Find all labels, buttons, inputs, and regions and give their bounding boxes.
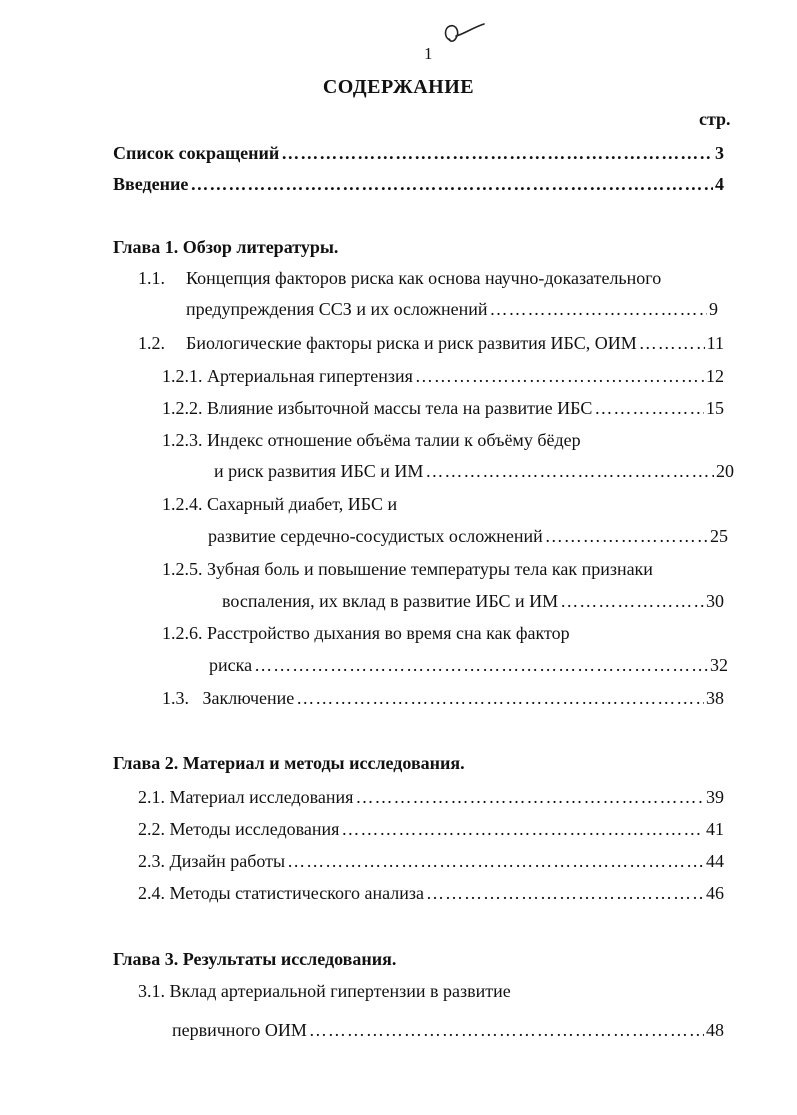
toc-page: 4: [715, 174, 724, 194]
toc-page: 3: [715, 143, 724, 163]
leader-dots: [426, 881, 704, 905]
toc-entry-3-1[interactable]: [172, 1018, 724, 1042]
leader-dots: [490, 297, 707, 321]
leader-dots: [341, 817, 704, 841]
toc-entry-2-1[interactable]: [138, 785, 724, 809]
chapter-2-title: Глава 2. Материал и методы исследования.: [113, 753, 465, 773]
toc-entry-1-2-number: 1.2.: [138, 333, 165, 353]
toc-page: 20: [716, 461, 734, 481]
toc-label: 2.4. Методы статистического анализа: [138, 883, 424, 903]
leader-dots: [639, 331, 705, 355]
toc-page: 41: [706, 819, 724, 839]
toc-entry-1-2-6[interactable]: [209, 653, 728, 677]
handwritten-mark-icon: [440, 20, 488, 48]
toc-entry-2-3[interactable]: [138, 849, 724, 873]
toc-label: 1.2.2. Влияние избыточной массы тела на развитие ИБС: [162, 398, 593, 418]
toc-page: 44: [706, 851, 724, 871]
page-title: СОДЕРЖАНИЕ: [322, 76, 475, 98]
toc-entry-1-2-4-line1[interactable]: 1.2.4. Сахарный диабет, ИБС и: [162, 494, 398, 514]
toc-entry-abbreviations[interactable]: [113, 141, 724, 165]
handwritten-mark: [440, 20, 488, 53]
toc-entry-3-1-line1[interactable]: 3.1. Вклад артериальной гипертензии в развитие: [138, 981, 511, 1001]
toc-label: Биологические факторы риска и риск развития ИБС, ОИМ: [186, 333, 637, 353]
toc-entry-introduction[interactable]: [113, 172, 724, 196]
toc-entry-1-2-4[interactable]: [208, 524, 728, 548]
toc-page: 11: [706, 333, 724, 353]
chapter-1-title: Глава 1. Обзор литературы.: [113, 237, 339, 257]
toc-page: 46: [706, 883, 724, 903]
toc-label: риска: [209, 655, 253, 675]
toc-entry-1-2[interactable]: [186, 331, 724, 355]
toc-label: Список сокращений: [113, 143, 280, 163]
leader-dots: [415, 364, 704, 388]
toc-label: 2.2. Методы исследования: [138, 819, 340, 839]
toc-page: 12: [706, 366, 724, 386]
toc-label: 1.3. Заключение: [162, 688, 295, 708]
toc-entry-1-1-number: 1.1.: [138, 268, 165, 288]
toc-label: первичного ОИМ: [172, 1020, 307, 1040]
toc-label: 2.3. Дизайн работы: [138, 851, 286, 871]
toc-page: 25: [710, 526, 728, 546]
leader-dots: [287, 849, 704, 873]
toc-label: предупреждения ССЗ и их осложнений: [186, 299, 488, 319]
leader-dots: [281, 141, 713, 165]
leader-dots: [254, 653, 708, 677]
toc-entry-1-2-3-line1[interactable]: 1.2.3. Индекс отношение объёма талии к объёму бёдер: [162, 430, 581, 450]
toc-entry-2-2[interactable]: [138, 817, 724, 841]
toc-label: 1.2.1. Артериальная гипертензия: [162, 366, 413, 386]
toc-page: 32: [710, 655, 728, 675]
page-number: 1: [424, 44, 433, 63]
toc-label: Введение: [113, 174, 189, 194]
leader-dots: [296, 686, 704, 710]
toc-page: 39: [706, 787, 724, 807]
toc-entry-1-2-5-line1[interactable]: 1.2.5. Зубная боль и повышение температуры тела как признаки: [162, 559, 653, 579]
toc-entry-1-1[interactable]: [186, 297, 718, 321]
toc-entry-1-2-2[interactable]: [162, 396, 724, 420]
toc-label: развитие сердечно-сосудистых осложнений: [208, 526, 543, 546]
toc-page: 9: [709, 299, 718, 319]
leader-dots: [190, 172, 713, 196]
toc-entry-1-2-1[interactable]: [162, 364, 724, 388]
toc-label: 2.1. Материал исследования: [138, 787, 354, 807]
leader-dots: [355, 785, 704, 809]
leader-dots: [594, 396, 704, 420]
leader-dots: [425, 459, 714, 483]
chapter-3-title: Глава 3. Результаты исследования.: [113, 949, 397, 969]
toc-entry-1-2-6-line1[interactable]: 1.2.6. Расстройство дыхания во время сна как фактор: [162, 623, 570, 643]
page-column-label: стр.: [699, 109, 731, 129]
toc-entry-1-2-3[interactable]: [214, 459, 734, 483]
toc-label: воспаления, их вклад в развитие ИБС и ИМ: [222, 591, 559, 611]
toc-entry-1-3[interactable]: [162, 686, 724, 710]
toc-page: 38: [706, 688, 724, 708]
leader-dots: [560, 589, 704, 613]
leader-dots: [309, 1018, 704, 1042]
toc-page: 15: [706, 398, 724, 418]
toc-entry-1-2-5[interactable]: [222, 589, 724, 613]
leader-dots: [545, 524, 708, 548]
toc-page: 48: [706, 1020, 724, 1040]
toc-label: и риск развития ИБС и ИМ: [214, 461, 424, 481]
toc-entry-1-1-line1[interactable]: Концепция факторов риска как основа научно-доказательного: [186, 268, 662, 288]
toc-page: 30: [706, 591, 724, 611]
toc-entry-2-4[interactable]: [138, 881, 724, 905]
